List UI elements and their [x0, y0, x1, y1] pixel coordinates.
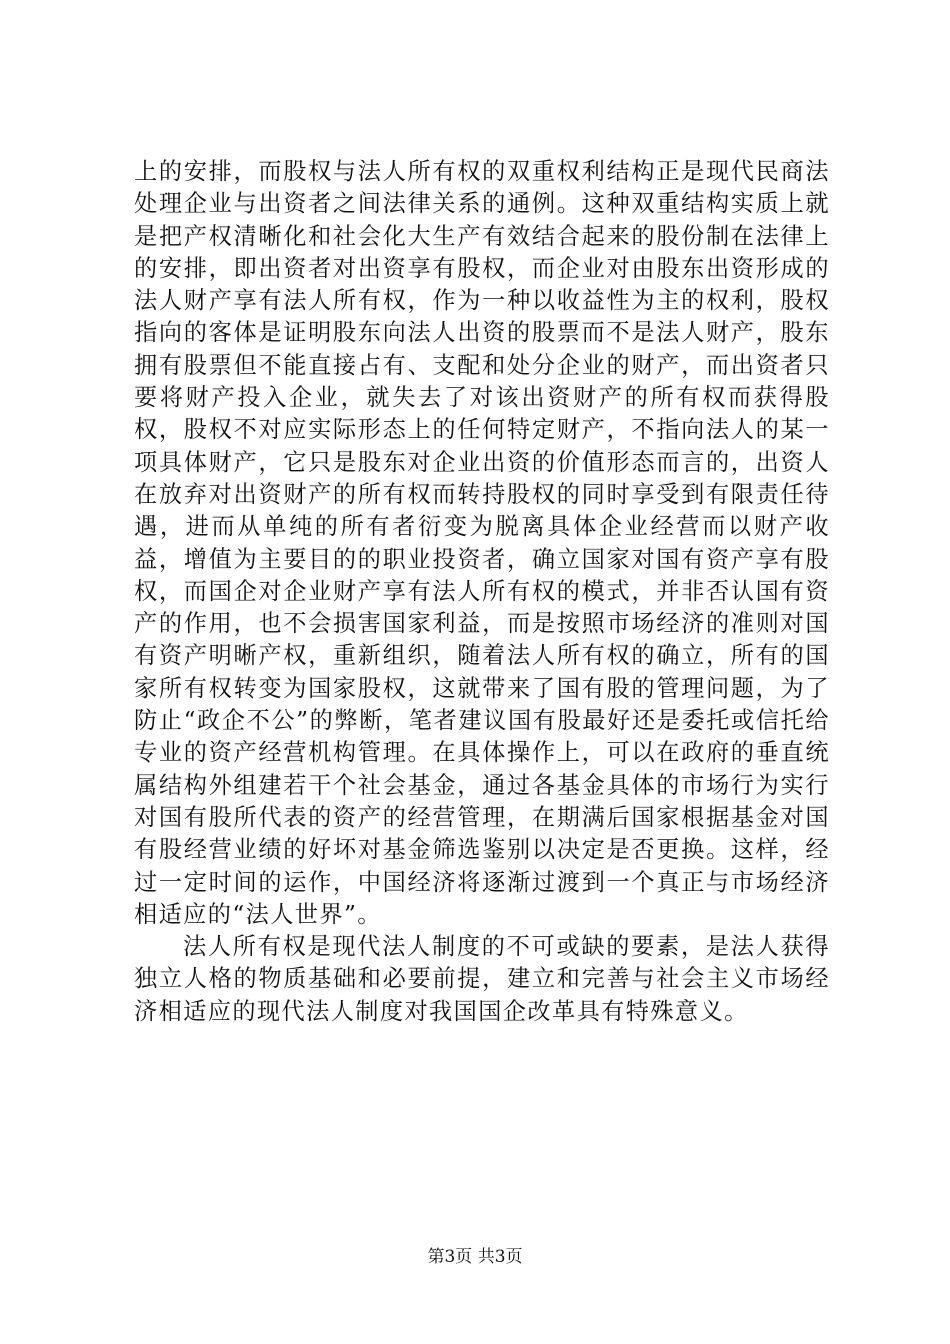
page-footer: 第3页 共3页: [427, 1247, 523, 1267]
paragraph-continued: 上的安排，而股权与法人所有权的双重权利结构正是现代民商法处理企业与出资者之间法律关系的通例。这种双重结构实质上就是把产权清晰化和社会化大生产有效结合起来的股份制在法律上的安排，即出资者对出资享有股权，而企业对由股东出资形成的法人财产享有法人所有权，作为一种以收益性为主的权利，股权指向的客体是证明股东向法人出资的股票而不是法人财产，股东拥有股票但不能直接占有、支配和处分企业的财产，而出资者只要将财产投入企业，就失去了对该出资财产的所有权而获得股权，股权不对应实际形态上的任何特定财产，不指向法人的某一项具体财产，它只是股东对企业出资的价值形态而言的，出资人在放弃对出资财产的所有权而转持股权的同时享受到有限责任待遇，进而从单纯的所有者衍变为脱离具体企业经营而以财产收益，增值为主要目的的职业投资者，确立国家对国有资产享有股权，而国企对企业财产享有法人所有权的模式，并非否认国有资产的作用，也不会损害国家利益，而是按照市场经济的准则对国有资产明晰产权，重新组织，随着法人所有权的确立，所有的国家所有权转变为国家股权，这就带来了国有股的管理问题，为了防止“政企不公”的弊断，笔者建议国有股最好还是委托或信托给专业的资产经营机构管理。在具体操作上，可以在政府的垂直统属结构外组建若干个社会基金，通过各基金具体的市场行为实行对国有股所代表的资产的经营管理，在期满后国家根据基金对国有股经营业绩的好坏对基金筛选鉴别以决定是否更换。这样，经过一定时间的运作，中国经济将逐渐过渡到一个真正与市场经济相适应的“法人世界”。: [134, 158, 830, 928]
paragraph-conclusion: 法人所有权是现代法人制度的不可或缺的要素，是法人获得独立人格的物质基础和必要前提，建立和完善与社会主义市场经济相适应的现代法人制度对我国国企改革具有特殊意义。: [134, 933, 830, 1025]
document-body: [134, 156, 830, 1028]
